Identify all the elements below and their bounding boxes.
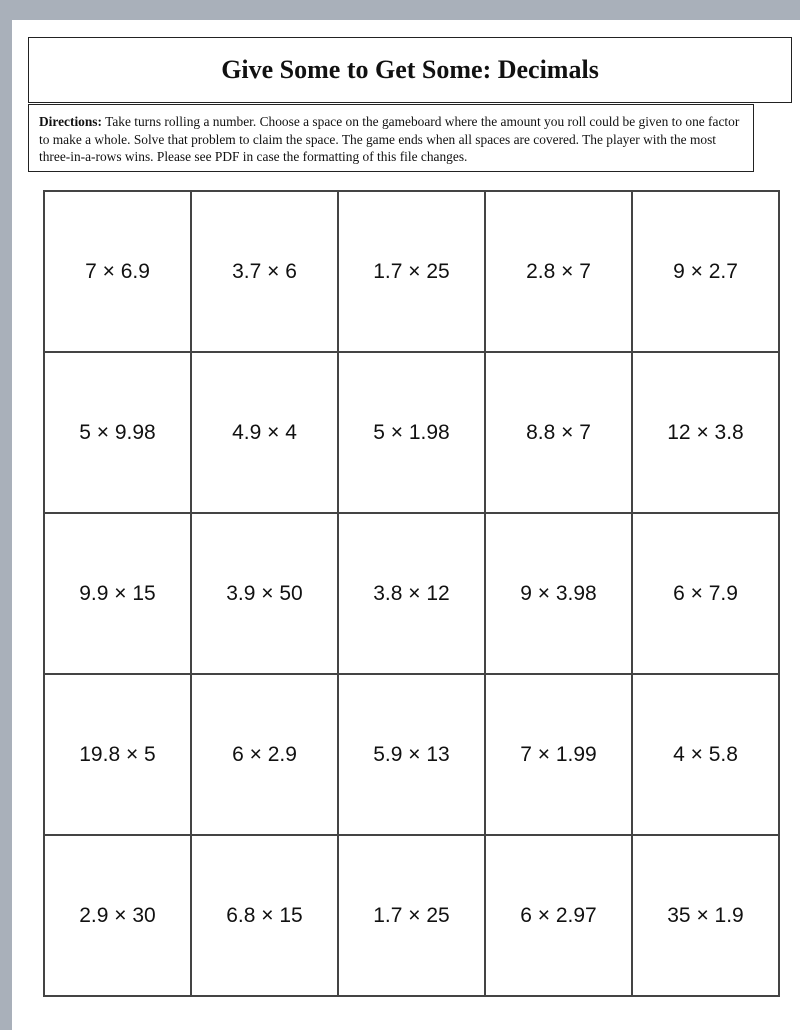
board-cell: 7 × 1.99 — [485, 674, 632, 835]
board-cell: 6 × 2.97 — [485, 835, 632, 996]
board-cell: 5 × 1.98 — [338, 352, 485, 513]
board-cell: 4.9 × 4 — [191, 352, 338, 513]
board-row — [44, 513, 779, 674]
board-cell: 1.7 × 25 — [338, 835, 485, 996]
board-cell: 9.9 × 15 — [44, 513, 191, 674]
gameboard — [43, 190, 780, 997]
worksheet-page — [12, 20, 800, 1030]
board-cell: 4 × 5.8 — [632, 674, 779, 835]
board-cell: 19.8 × 5 — [44, 674, 191, 835]
directions-box — [28, 104, 754, 172]
board-row — [44, 191, 779, 352]
board-cell: 3.9 × 50 — [191, 513, 338, 674]
board-cell: 5 × 9.98 — [44, 352, 191, 513]
board-cell: 12 × 3.8 — [632, 352, 779, 513]
board-cell: 9 × 3.98 — [485, 513, 632, 674]
board-cell: 9 × 2.7 — [632, 191, 779, 352]
board-cell: 8.8 × 7 — [485, 352, 632, 513]
board-cell: 2.8 × 7 — [485, 191, 632, 352]
board-cell: 35 × 1.9 — [632, 835, 779, 996]
board-cell: 6 × 7.9 — [632, 513, 779, 674]
board-cell: 1.7 × 25 — [338, 191, 485, 352]
board-cell: 6.8 × 15 — [191, 835, 338, 996]
board-cell: 3.7 × 6 — [191, 191, 338, 352]
board-cell: 2.9 × 30 — [44, 835, 191, 996]
directions-text: Take turns rolling a number. Choose a space on the gameboard where the amount you roll could be given to one factor to make a whole. Solve that problem to claim the space. The game ends when all spaces are covered. The player with the most three-in-a-rows wins. Please see PDF in case the formatting of this file changes. — [39, 114, 740, 164]
directions-label: Directions: — [39, 114, 102, 129]
board-cell: 3.8 × 12 — [338, 513, 485, 674]
board-row — [44, 352, 779, 513]
board-cell: 7 × 6.9 — [44, 191, 191, 352]
board-row — [44, 835, 779, 996]
board-cell: 6 × 2.9 — [191, 674, 338, 835]
board-cell: 5.9 × 13 — [338, 674, 485, 835]
board-row — [44, 674, 779, 835]
worksheet-title: Give Some to Get Some: Decimals — [28, 37, 792, 103]
